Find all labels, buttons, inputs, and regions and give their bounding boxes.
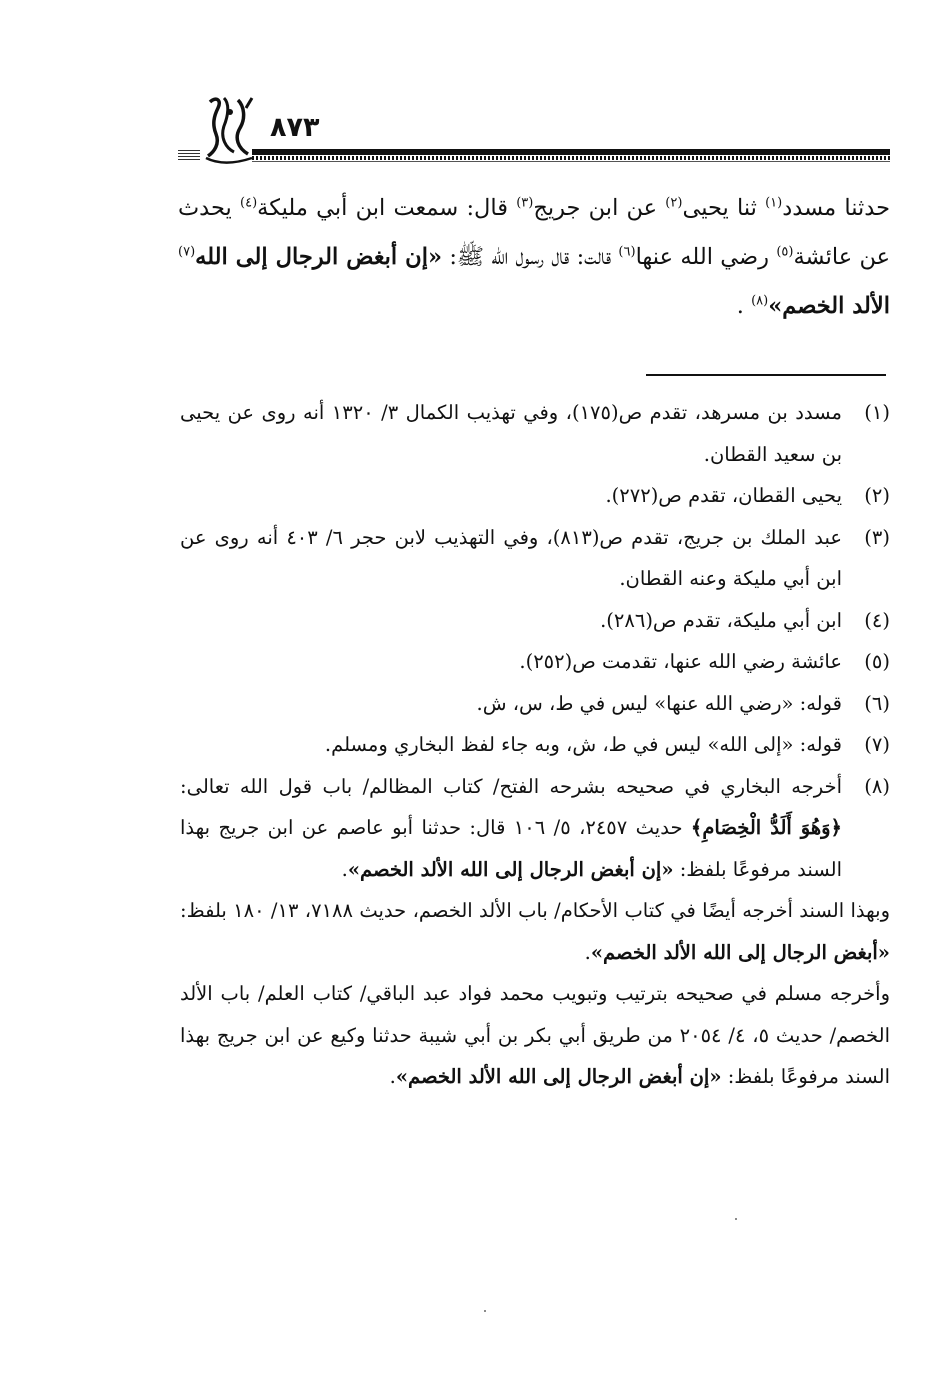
hadith-quote: «أبغض الرجال إلى الله الألد الخصم» bbox=[590, 940, 890, 964]
footnote-segment: . bbox=[389, 1065, 396, 1088]
footnote-text: مسدد بن مسرهد، تقدم ص(١٧٥)، وفي تهذيب الكمال ٣/ ١٣٢٠ أنه روى عن يحيى بن سعيد القطان. bbox=[180, 401, 842, 466]
footnote-number: (٨) bbox=[864, 774, 890, 798]
footnote-continuation bbox=[180, 973, 890, 1098]
footnote-segment: . bbox=[341, 857, 348, 881]
footnote-ref: (٦) bbox=[618, 244, 636, 260]
main-text-segment: قال: سمعت ابن أبي مليكة bbox=[257, 195, 517, 221]
footnote-text: يحيى القطان، تقدم ص(٢٧٢). bbox=[605, 484, 842, 507]
footnote-ref: (١) bbox=[765, 195, 783, 211]
footnote-ref: (٤) bbox=[240, 195, 258, 211]
footnote-segment: حديث ٢٤٥٧، ٥/ ١٠٦ قال: حدثنا أبو عاصم عن ابن جريج بهذا السند مرفوعًا بلفظ: bbox=[180, 816, 842, 881]
footnote-number: (٥) bbox=[864, 650, 890, 673]
calligraphy-ornament-icon bbox=[202, 94, 256, 164]
footnote-ref: (٣) bbox=[516, 195, 534, 211]
footnote-segment: وأخرجه مسلم في صحيحه بترتيب وتبويب محمد فواد عبد الباقي/ كتاب العلم/ باب الألد الخصم/ حديث ٥، ٤/ ٢٠٥٤ من طريق أبي بكر بن أبي شيبة حدثنا وكيع عن ابن جريج بهذا السند مرفوعًا بلفظ: bbox=[180, 982, 890, 1088]
main-text bbox=[178, 184, 890, 331]
footnotes bbox=[180, 392, 890, 1098]
footnote-item bbox=[180, 392, 890, 475]
footnote-text: عبد الملك بن جريج، تقدم ص(٨١٣)، وفي التهذيب لابن حجر ٦/ ٤٠٣ أنه روى عن ابن أبي مليكة وعنه القطان. bbox=[180, 525, 842, 590]
footnote-segment: . bbox=[584, 940, 591, 964]
hadith-quote: «إن أبغض الرجال إلى الله الألد الخصم» bbox=[347, 857, 674, 881]
footnote-ref: (٥) bbox=[776, 244, 794, 260]
main-text-segment: عن ابن جريج bbox=[533, 195, 666, 221]
hadith-text: «إن أبغض الرجال إلى الله bbox=[195, 244, 443, 270]
main-text-segment: حدثنا مسدد bbox=[782, 195, 891, 221]
header-rule-thin bbox=[252, 161, 890, 162]
footnote-segment: أخرجه البخاري في صحيحه بشرحه الفتح/ كتاب المظالم/ باب قول الله تعالى: bbox=[180, 774, 842, 798]
footnote-number: (٣) bbox=[864, 525, 890, 549]
footnote-ref: (٢) bbox=[665, 195, 683, 211]
page-header bbox=[178, 92, 890, 172]
quran-quote: ﴿وَهُوَ أَلَدُّ الْخِصَامِ﴾ bbox=[690, 816, 842, 839]
footnote-item bbox=[180, 600, 890, 642]
footnote-number: (١) bbox=[864, 401, 890, 424]
header-rule bbox=[252, 149, 890, 155]
footnote-item bbox=[180, 724, 890, 766]
footnote-item bbox=[180, 766, 890, 891]
footnote-item bbox=[180, 641, 890, 683]
footnote-item bbox=[180, 475, 890, 517]
header-edge-marks bbox=[178, 148, 200, 160]
scan-speck bbox=[735, 1218, 737, 1220]
footnote-text bbox=[180, 766, 842, 891]
main-text-segment: رضي الله عنها bbox=[635, 244, 777, 270]
main-text-segment: ثنا يحيى bbox=[682, 195, 766, 221]
footnote-ref: (٨) bbox=[751, 293, 769, 309]
footnote-ref: (٧) bbox=[178, 244, 196, 260]
footnote-text: قوله: «رضي الله عنها» ليس في ط، س، ش. bbox=[476, 691, 842, 715]
page-number: ٨٧٣ bbox=[270, 112, 320, 143]
footnote-segment: وبهذا السند أخرجه أيضًا في كتاب الأحكام/ باب الألد الخصم، حديث ٧١٨٨، ١٣/ ١٨٠ بلفظ: bbox=[180, 899, 890, 922]
scan-speck bbox=[484, 1310, 486, 1312]
footnote-item bbox=[180, 517, 890, 600]
main-text-end: . bbox=[736, 293, 752, 319]
footnote-item bbox=[180, 683, 890, 725]
footnote-continuation bbox=[180, 890, 890, 973]
footnote-number: (٧) bbox=[864, 733, 890, 756]
footnote-separator bbox=[646, 374, 886, 376]
footnote-number: (٢) bbox=[864, 484, 890, 507]
footnote-text: قوله: «إلى الله» ليس في ط، ش، وبه جاء لفظ البخاري ومسلم. bbox=[324, 733, 842, 756]
main-text-segment: قالت: قال رسول الله ﷺ: bbox=[442, 244, 619, 270]
header-rule-dotted bbox=[252, 156, 890, 160]
hadith-quote: «إن أبغض الرجال إلى الله الألد الخصم» bbox=[395, 1065, 722, 1088]
hadith-text: الألد الخصم» bbox=[768, 293, 890, 319]
footnote-text: عائشة رضي الله عنها، تقدمت ص(٢٥٢). bbox=[519, 650, 842, 673]
footnote-text: ابن أبي مليكة، تقدم ص(٢٨٦). bbox=[600, 608, 842, 632]
footnote-number: (٤) bbox=[864, 608, 890, 632]
footnote-number: (٦) bbox=[864, 691, 890, 715]
main-text-segment: يحدث عن عائشة bbox=[178, 195, 891, 270]
